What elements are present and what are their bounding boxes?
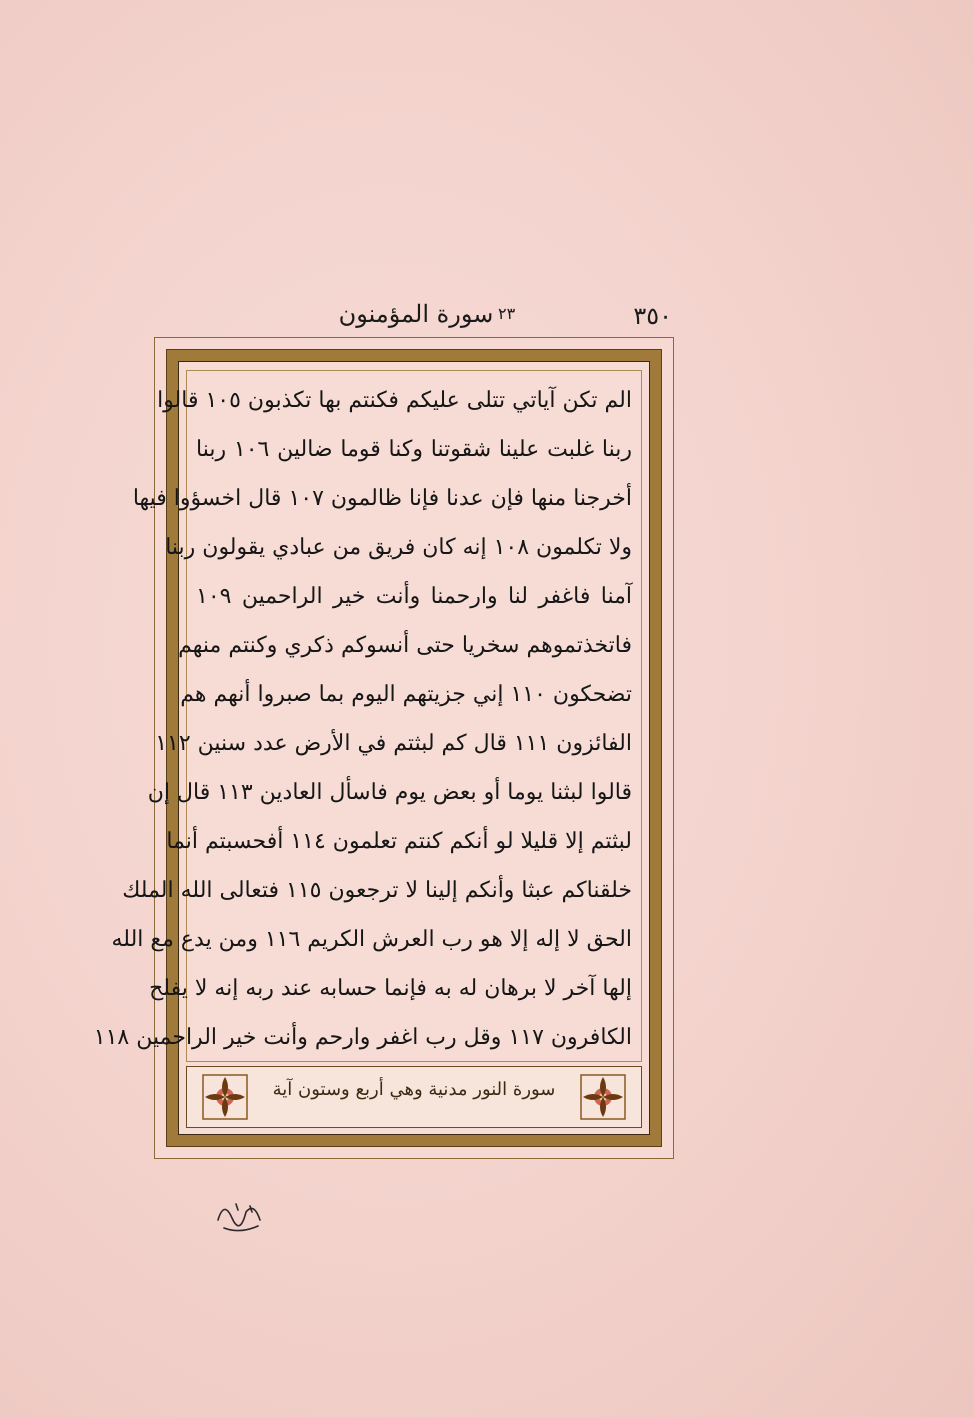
verse-line: ربنا غلبت علينا شقوتنا وكنا قوما ضالين ١٠٦ ربنا (196, 437, 632, 462)
surah-closing-text: سورة النور مدنية وهي أربع وستون آية (272, 1079, 556, 1100)
floral-ornament-icon (579, 1073, 627, 1121)
verse-line: الحق لا إله إلا هو رب العرش الكريم ١١٦ ومن يدع مع الله (111, 927, 632, 952)
verse-line: الم تكن آياتي تتلى عليكم فكنتم بها تكذبون ١٠٥ قالوا (157, 388, 632, 413)
verse-line: ولا تكلمون ١٠٨ إنه كان فريق من عبادي يقولون ربنا (165, 535, 632, 560)
verse-line: خلقناكم عبثا وأنكم إلينا لا ترجعون ١١٥ فتعالى الله الملك (122, 878, 632, 903)
verse-lines (93, 376, 632, 1062)
surah-title: سورة المؤمنون (338, 300, 494, 328)
surah-closing-band (186, 1066, 642, 1128)
verse-line: أخرجنا منها فإن عدنا فإنا ظالمون ١٠٧ قال اخسؤوا فيها (132, 486, 632, 511)
verse-line: قالوا لبثنا يوما أو بعض يوم فاسأل العادين ١١٣ قال إن (147, 780, 632, 805)
page-header (160, 296, 672, 336)
surah-number: ٢٣ (498, 304, 516, 323)
page-number: ٣٥٠ (633, 302, 672, 330)
verse-line: آمنا فاغفر لنا وارحمنا وأنت خير الراحمين ١٠٩ (196, 584, 632, 609)
verse-line: الكافرون ١١٧ وقل رب اغفر وارحم وأنت خير الراحمين ١١٨ (93, 1025, 632, 1050)
verse-line: لبثتم إلا قليلا لو أنكم كنتم تعلمون ١١٤ أفحسبتم أنما (166, 829, 632, 854)
verse-line: تضحكون ١١٠ إني جزيتهم اليوم بما صبروا أنهم هم (180, 682, 632, 707)
handwritten-signature (210, 1190, 270, 1240)
verse-line: فاتخذتموهم سخريا حتى أنسوكم ذكري وكنتم منهم (178, 633, 632, 658)
verse-line: إلها آخر لا برهان له به فإنما حسابه عند ربه إنه لا يفلح (149, 976, 632, 1001)
verse-line: الفائزون ١١١ قال كم لبثتم في الأرض عدد سنين ١١٢ (155, 731, 632, 756)
